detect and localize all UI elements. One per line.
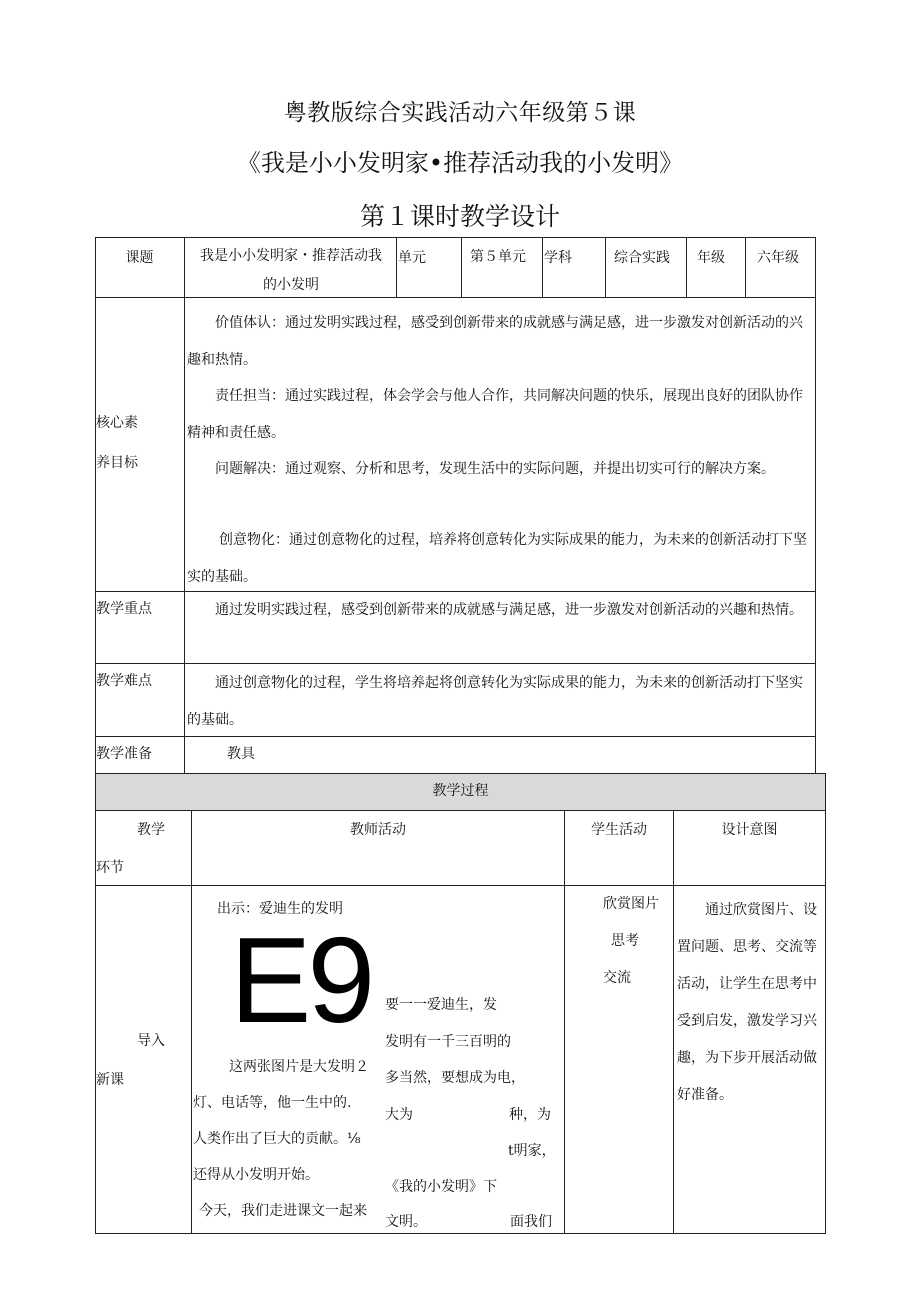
student-activity-2: 思考 [611,933,639,949]
core-label-2: 养目标 [96,455,138,471]
subject-label: 学科 [544,250,572,266]
unit-value: 第５单元 [470,249,526,265]
doc-title-line1: 粤教版综合实践活动六年级第５课 [283,100,637,126]
core-paragraph-3: 问题解决：通过观察、分析和思考，发现生活中的实际问题，并提出切实可行的解决方案。 [215,461,775,477]
student-activity-1: 欣赏图片 [603,896,659,912]
intro-mid-a-right: 种，为 [509,1107,551,1123]
topic-value-2: 的小发明 [263,277,319,293]
intro-left-line-3: 人类作出了巨大的贡献。⅛ [193,1131,361,1147]
intro-left-line-4: 还得从小发明开始。 [193,1167,319,1183]
col-student: 学生活动 [591,822,647,838]
doc-title-line2: 《我是小小发明家•推荐活动我的小发明》 [236,149,684,177]
intro-mid-d-left: 文明。 [385,1214,427,1230]
col-stage-1: 教学 [137,822,165,838]
intro-mid-b: t明家， [508,1143,556,1159]
difficulty-text: 通过创意物化的过程，学生将培养起将创意转化为实际成果的能力，为未来的创新活动打下坚实的基础。 [187,675,803,728]
intro-stage-2: 新课 [96,1072,124,1088]
topic-value-1: 我是小小发明家・推荐活动我 [200,248,382,264]
topic-label: 课题 [125,250,154,266]
intro-mid-a-left: 大为 [385,1107,413,1123]
key-point-text: 通过发明实践过程，感受到创新带来的成就感与满足感，进一步激发对创新活动的兴趣和热情。 [215,602,803,618]
process-banner: 教学过程 [432,783,489,799]
intro-show: 出示：爱迪生的发明 [217,901,343,917]
invention-image: E9 [230,912,372,1048]
intro-left-line-2: 灯、电话等，他一生中的. [193,1095,352,1111]
design-intent: 通过欣赏图片、设置问题、思考、交流等活动，让学生在思考中受到启发，激发学习兴趣，为下步开展活动做好准备。 [677,902,817,1103]
intro-left-line-1: 这两张图片是大发明２ [229,1059,369,1075]
prep-text: 教具 [227,746,255,762]
subject-value: 综合实践 [614,250,670,266]
key-point-label: 教学重点 [96,601,152,617]
col-stage-2: 环节 [96,860,124,876]
core-paragraph-1: 价值体认：通过发明实践过程，感受到创新带来的成就感与满足感，进一步激发对创新活动的兴趣和热情。 [187,315,803,368]
difficulty-label: 教学难点 [96,673,152,689]
intro-left-line-5: 今天，我们走进课文一起来 [199,1203,367,1219]
core-paragraph-2: 责任担当：通过实践过程，体会学会与他人合作，共同解决问题的快乐，展现出良好的团队协作精神和责任感。 [187,388,803,441]
grade-label: 年级 [697,250,725,266]
core-label-1: 核心素 [96,415,138,431]
col-teacher: 教师活动 [350,822,406,838]
intro-mid-d-right: 面我们 [510,1214,552,1230]
intro-right-line-1: 要一一爱迪生，发 [385,997,497,1013]
intro-mid-c: 《我的小发明》下 [385,1179,497,1195]
intro-right-line-3: 多当然，要想成为电， [385,1070,525,1086]
prep-label: 教学准备 [96,746,152,762]
col-intent: 设计意图 [721,822,778,838]
student-activity-3: 交流 [603,970,631,986]
intro-stage-1: 导入 [137,1033,165,1049]
grade-value: 六年级 [757,250,799,266]
unit-label: 单元 [398,250,426,266]
core-paragraph-4: 创意物化：通过创意物化的过程，培养将创意转化为实际成果的能力，为未来的创新活动打下坚实的基础。 [187,532,807,585]
intro-right-line-2: 发明有一千三百明的 [385,1034,511,1050]
doc-title-line3: 第１课时教学设计 [359,202,560,231]
